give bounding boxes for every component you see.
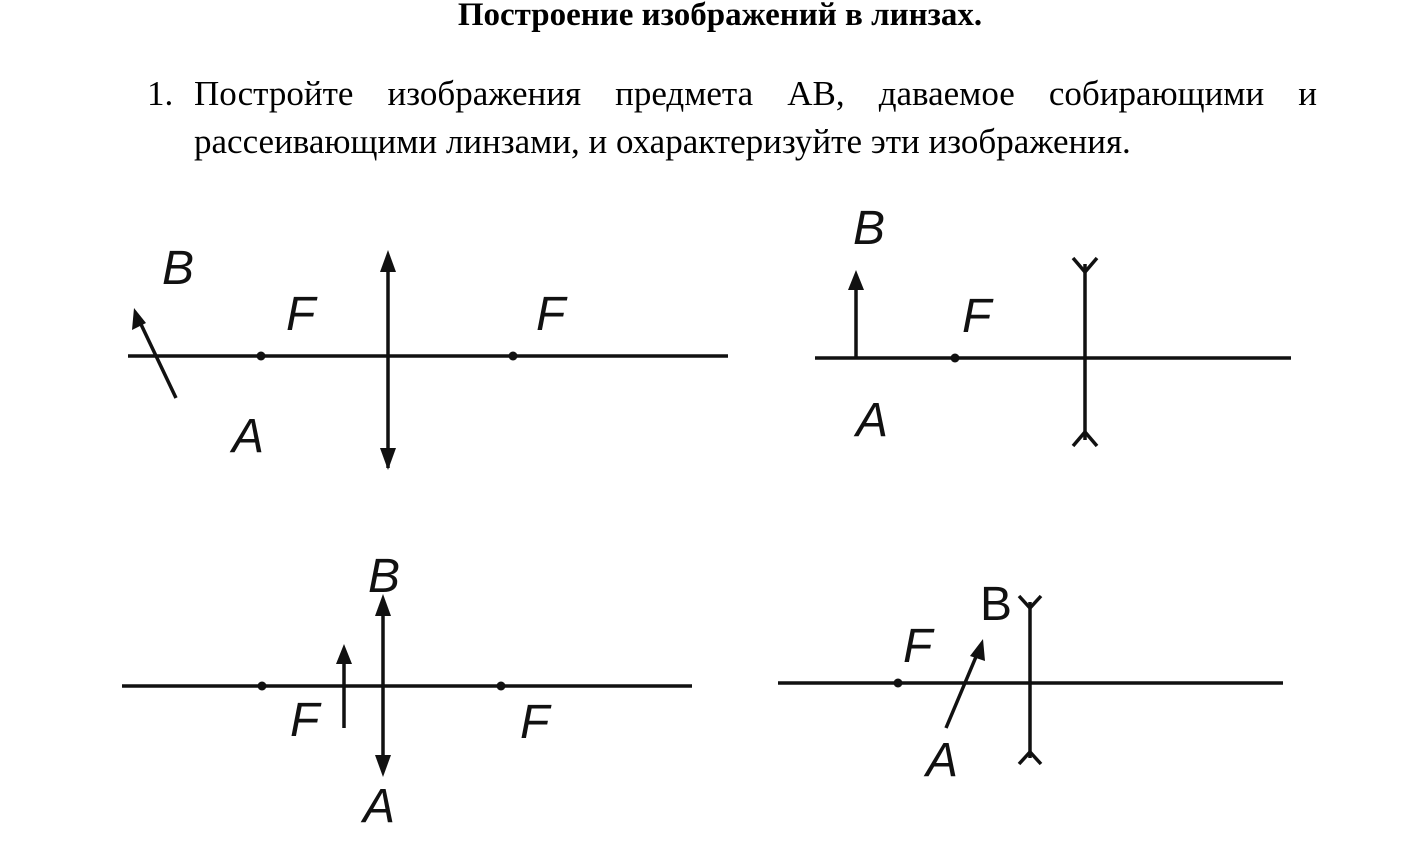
label-b: B: [162, 242, 195, 295]
diagram-4: [778, 578, 1283, 787]
label-f-left: F: [962, 290, 992, 343]
focus-point-left: [258, 682, 267, 691]
label-f-left: F: [903, 620, 933, 673]
label-f-right: F: [536, 288, 566, 341]
label-a: A: [232, 410, 265, 463]
task-number: 1.: [147, 74, 174, 113]
label-a: A: [856, 394, 889, 447]
label-a: A: [363, 780, 396, 833]
label-f-left: F: [290, 694, 320, 747]
focus-point-left: [257, 352, 266, 361]
diagram-1: [128, 242, 728, 470]
focus-point-left: [951, 354, 960, 363]
page-title: Построение изображений в линзах.: [457, 0, 983, 33]
task-text: Постройте изображения предмета АВ, даваемое собирающими и рассеивающими линзами, и охарактеризуйте эти изображения.: [194, 74, 1317, 161]
diagram-2: [815, 202, 1291, 447]
label-b: B: [368, 550, 401, 603]
label-b: B: [980, 578, 1013, 631]
focus-point-right: [509, 352, 518, 361]
focus-point-left: [894, 679, 903, 688]
label-a: A: [926, 734, 959, 787]
focus-point-right: [497, 682, 506, 691]
label-f-left: F: [286, 288, 316, 341]
object-arrow: [138, 318, 176, 398]
diagram-3: [122, 550, 692, 833]
object-arrow: [946, 652, 978, 728]
label-b: B: [853, 202, 886, 255]
label-f-right: F: [520, 696, 550, 749]
